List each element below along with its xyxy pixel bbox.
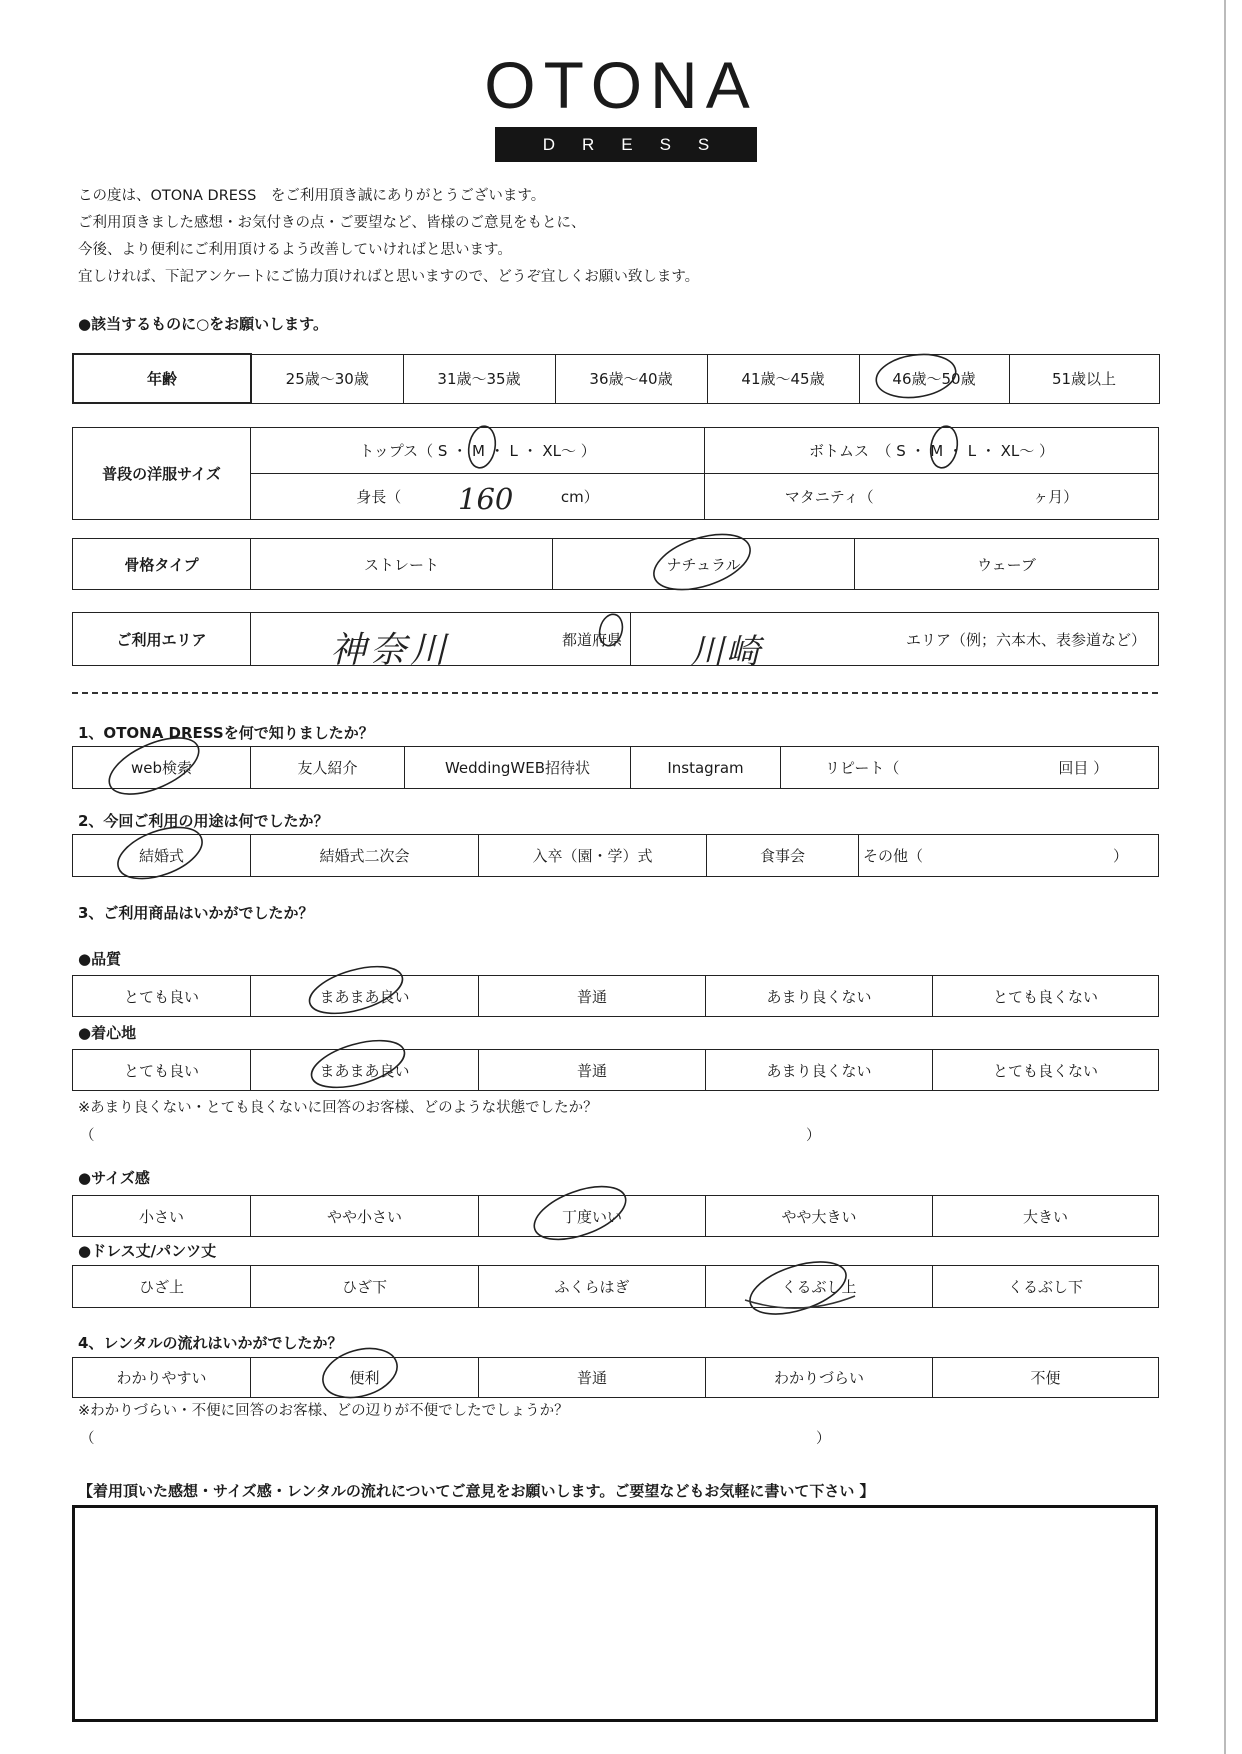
intro-line: ご利用頂きました感想・お気付きの点・ご要望など、皆様のご意見をもとに、 [78,215,586,231]
area-hint: エリア（例；六本木、表参道など） [905,630,1146,649]
quality-table [72,975,1159,1017]
intro-line: 今後、より便利にご利用頂けるよう改善していければと思います。 [78,242,512,258]
comfort-label: ●着心地 [78,1024,137,1042]
length-option[interactable]: くるぶし下 [933,1266,1159,1308]
comfort-option[interactable]: とても良い [73,1050,251,1091]
length-option[interactable]: ふくらはぎ [479,1266,706,1308]
maternity-label: マタニティ（ [784,488,874,506]
q1-repeat-count[interactable]: 回目 ） [1009,747,1159,789]
body-type-option[interactable]: ナチュラル [553,539,855,590]
bottoms-size-options[interactable]: ボトムス （ S ・ M ・ L ・ XL～ ） [705,428,1159,474]
q1-option[interactable]: WeddingWEB招待状 [405,747,631,789]
q2-option[interactable]: 結婚式二次会 [251,835,479,877]
quality-option[interactable]: とても良い [73,976,251,1017]
section-divider [72,692,1158,694]
q4-option[interactable]: わかりやすい [73,1358,251,1398]
body-type-table [72,538,1159,590]
tops-size-options[interactable]: トップス（ S ・ M ・ L ・ XL～ ） [251,428,705,474]
q1-heading: 1、OTONA DRESSを何で知りましたか？ [78,724,374,742]
q1-option[interactable]: web検索 [73,747,251,789]
fit-option[interactable]: 大きい [933,1196,1159,1237]
age-option[interactable]: 41歳～45歳 [707,354,859,403]
brand-logo-subtitle: DRESS [542,134,737,154]
q2-option[interactable]: 結婚式 [73,835,251,877]
size-table [72,427,1159,520]
height-handwritten: 160 [458,482,514,516]
comfort-option[interactable]: まあまあ良い [251,1050,479,1091]
height-unit: cm） [560,488,599,506]
fit-table [72,1195,1159,1237]
comfort-option[interactable]: とても良くない [933,1050,1159,1091]
comfort-option[interactable]: あまり良くない [706,1050,933,1091]
age-option[interactable]: 51歳以上 [1009,354,1159,403]
comments-heading: 【着用頂いた感想・サイズ感・レンタルの流れについてご意見をお願いします。ご要望などもお気軽に書いて下さい 】 [78,1482,875,1500]
q4-note: ※わかりづらい・不便に回答のお客様、どの辺りが不便でしたでしょうか？ [78,1403,569,1419]
q2-option[interactable]: 食事会 [707,835,859,877]
quality-option[interactable]: まあまあ良い [251,976,479,1017]
q4-note-open: （ [80,1431,95,1447]
intro-line: この度は、OTONA DRESS をご利用頂き誠にありがとうございます。 [78,188,546,204]
q4-table [72,1357,1159,1398]
body-type-label: 骨格タイプ [73,539,251,590]
intro-text [78,183,699,291]
age-option[interactable]: 31歳～35歳 [403,354,555,403]
length-option[interactable]: くるぶし上 [706,1266,933,1308]
maternity-unit: ヶ月） [1033,488,1079,506]
quality-label: ●品質 [78,950,122,968]
intro-line: 宜しければ、下記アンケートにご協力頂ければと思いますので、どうぞ宜しくお願い致します。 [78,269,700,285]
age-label: 年齢 [73,354,251,403]
age-option[interactable]: 36歳～40歳 [555,354,707,403]
quality-option[interactable]: とても良くない [933,976,1159,1017]
body-type-option[interactable]: ウェーブ [855,539,1159,590]
body-type-option[interactable]: ストレート [251,539,553,590]
q2-other-close: ） [1009,835,1159,877]
length-label: ●ドレス丈/パンツ丈 [78,1242,217,1260]
scan-edge [1224,0,1226,1754]
age-table [72,353,1160,404]
q1-option[interactable]: 友人紹介 [251,747,405,789]
brand-logo-wordmark: OTONA [484,48,758,122]
q4-option[interactable]: わかりづらい [706,1358,933,1398]
length-table [72,1265,1159,1308]
comfort-option[interactable]: 普通 [479,1050,706,1091]
instruction-heading: ●該当するものに○をお願いします。 [78,315,328,333]
city-handwritten: 川崎 [690,632,762,672]
q4-note-close: ） [816,1431,831,1447]
q1-option-repeat[interactable]: リピート（ [781,747,1009,789]
height-label: 身長（ [356,488,402,506]
q2-option[interactable]: 入卒（園・学）式 [479,835,707,877]
comfort-table [72,1049,1159,1091]
fit-label: ●サイズ感 [78,1169,150,1187]
prefecture-suffix: 都道府県 [561,630,622,649]
comfort-note-close: ） [806,1128,821,1144]
q2-heading: 2、今回ご利用の用途は何でしたか？ [78,812,329,830]
q4-heading: 4、レンタルの流れはいかがでしたか？ [78,1334,343,1352]
q2-option-other[interactable]: その他（ [859,835,1009,877]
length-option[interactable]: ひざ下 [251,1266,479,1308]
fit-option[interactable]: やや大きい [706,1196,933,1237]
fit-option[interactable]: 丁度いい [479,1196,706,1237]
q1-option[interactable]: Instagram [631,747,781,789]
area-label: ご利用エリア [73,613,251,666]
fit-option[interactable]: 小さい [73,1196,251,1237]
q4-option[interactable]: 便利 [251,1358,479,1398]
age-option[interactable]: 46歳～50歳 [859,354,1009,403]
q2-table [72,834,1159,877]
maternity-field[interactable] [705,474,1159,520]
q3-heading: 3、ご利用商品はいかがでしたか？ [78,904,314,922]
comfort-note-open: （ [80,1128,95,1144]
comfort-note: ※あまり良くない・とても良くないに回答のお客様、どのような状態でしたか？ [78,1100,598,1116]
q4-option[interactable]: 不便 [933,1358,1159,1398]
q1-table [72,746,1159,789]
quality-option[interactable]: 普通 [479,976,706,1017]
length-option[interactable]: ひざ上 [73,1266,251,1308]
age-option[interactable]: 25歳～30歳 [251,354,403,403]
prefecture-handwritten: 神奈川 [330,630,451,671]
area-table [72,612,1159,666]
size-label: 普段の洋服サイズ [73,428,251,520]
q4-option[interactable]: 普通 [479,1358,706,1398]
quality-option[interactable]: あまり良くない [706,976,933,1017]
comments-box[interactable] [72,1505,1158,1722]
brand-logo-band [495,127,757,162]
fit-option[interactable]: やや小さい [251,1196,479,1237]
